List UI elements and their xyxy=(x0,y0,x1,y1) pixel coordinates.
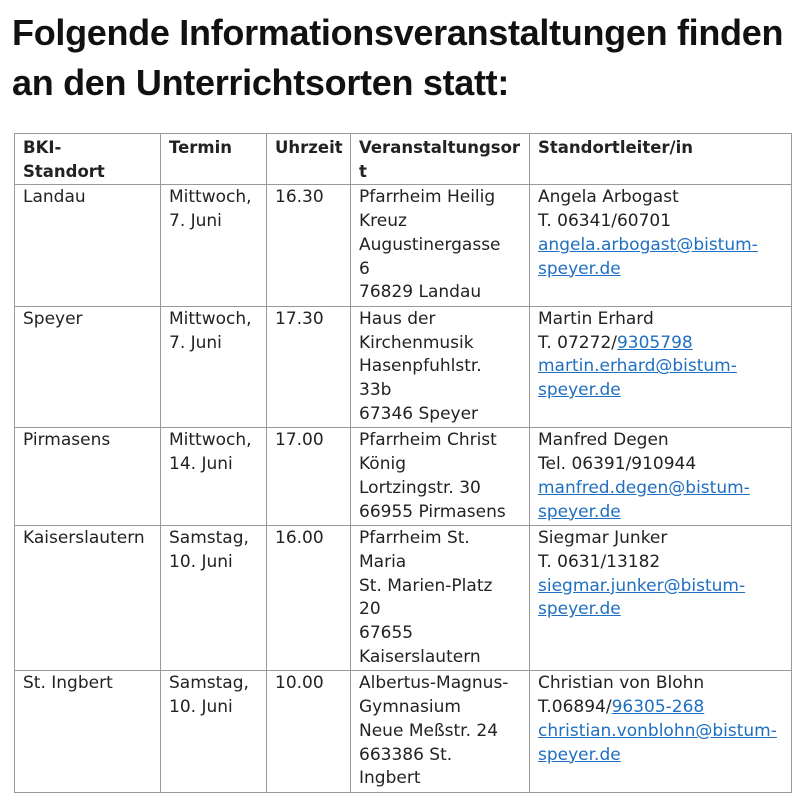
cell-line: Kaiserslautern xyxy=(359,646,481,667)
cell-veranstaltungsort xyxy=(351,185,530,307)
cell-line: 10. Juni xyxy=(169,697,233,718)
leiter-phone: Tel. 06391/910944 xyxy=(538,454,697,475)
cell-line: Lortzingstr. 30 xyxy=(359,477,481,498)
table-row xyxy=(15,185,792,307)
cell-line: 7. Juni xyxy=(169,211,222,232)
cell-termin xyxy=(161,428,267,526)
cell-line: 76829 Landau xyxy=(359,282,482,303)
cell-standort: Kaiserslautern xyxy=(15,526,161,671)
cell-line: 6 xyxy=(359,258,370,279)
cell-line: 33b xyxy=(359,380,392,401)
cell-veranstaltungsort xyxy=(351,671,530,793)
cell-uhrzeit: 16.00 xyxy=(267,526,351,671)
cell-line: Augustinergasse xyxy=(359,234,501,255)
cell-line: Neue Meßstr. 24 xyxy=(359,720,499,741)
leiter-name: Christian von Blohn xyxy=(538,673,705,694)
leiter-name: Siegmar Junker xyxy=(538,528,668,549)
page-heading: Folgende Informationsveranstaltungen finden an den Unterrichtsorten statt: xyxy=(12,12,784,103)
cell-veranstaltungsort xyxy=(351,428,530,526)
leiter-name: Angela Arbogast xyxy=(538,187,679,208)
cell-standortleiter xyxy=(530,306,792,428)
cell-uhrzeit: 10.00 xyxy=(267,671,351,793)
cell-line: Maria xyxy=(359,551,407,572)
cell-line: 67346 Speyer xyxy=(359,403,479,424)
table-row xyxy=(15,671,792,793)
cell-termin xyxy=(161,671,267,793)
email-link[interactable] xyxy=(538,720,787,767)
table-row xyxy=(15,306,792,428)
cell-standortleiter xyxy=(530,671,792,793)
cell-line: Kreuz xyxy=(359,211,407,232)
leiter-name: Martin Erhard xyxy=(538,308,654,329)
cell-line: Kirchenmusik xyxy=(359,332,474,353)
cell-termin xyxy=(161,306,267,428)
cell-line: 20 xyxy=(359,599,381,620)
email-link[interactable] xyxy=(538,477,787,524)
email-link[interactable] xyxy=(538,355,787,402)
header-veranstaltungsort: Veranstaltungsort xyxy=(351,134,530,185)
cell-line: König xyxy=(359,454,406,475)
cell-line: 67655 xyxy=(359,623,414,644)
cell-standort: Pirmasens xyxy=(15,428,161,526)
leiter-phone: T.06894/ xyxy=(538,697,612,718)
leiter-phone-line xyxy=(538,332,787,356)
cell-line: Mittwoch, xyxy=(169,187,252,208)
leiter-phone: T. 06341/60701 xyxy=(538,211,672,232)
cell-line: Ingbert xyxy=(359,768,421,789)
cell-line: 14. Juni xyxy=(169,454,233,475)
email-line[interactable]: speyer.de xyxy=(538,380,621,401)
header-standortleiter: Standortleiter/in xyxy=(530,134,792,185)
table-row xyxy=(15,526,792,671)
email-line[interactable]: angela.arbogast@bistum- xyxy=(538,234,758,255)
email-line[interactable]: speyer.de xyxy=(538,258,621,279)
cell-line: Samstag, xyxy=(169,673,249,694)
cell-standort: Landau xyxy=(15,185,161,307)
header-standort-line: BKI- xyxy=(23,138,62,157)
cell-standortleiter xyxy=(530,526,792,671)
cell-line: Pfarrheim Heilig xyxy=(359,187,496,208)
cell-line: 10. Juni xyxy=(169,551,233,572)
email-link[interactable] xyxy=(538,575,787,622)
leiter-phone: T. 0631/13182 xyxy=(538,551,661,572)
table-header-row xyxy=(15,134,792,185)
table-row xyxy=(15,428,792,526)
email-line[interactable]: martin.erhard@bistum- xyxy=(538,356,737,377)
cell-uhrzeit: 17.30 xyxy=(267,306,351,428)
cell-veranstaltungsort xyxy=(351,306,530,428)
cell-line: Gymnasium xyxy=(359,697,461,718)
leiter-phone-line xyxy=(538,453,787,477)
leiter-phone-line xyxy=(538,551,787,575)
header-termin: Termin xyxy=(161,134,267,185)
email-line[interactable]: speyer.de xyxy=(538,501,621,522)
email-line[interactable]: speyer.de xyxy=(538,744,621,765)
cell-line: Samstag, xyxy=(169,528,249,549)
email-link[interactable] xyxy=(538,234,787,281)
cell-uhrzeit: 16.30 xyxy=(267,185,351,307)
cell-line: Mittwoch, xyxy=(169,308,252,329)
leiter-phone-line xyxy=(538,210,787,234)
cell-uhrzeit: 17.00 xyxy=(267,428,351,526)
leiter-phone-line xyxy=(538,696,787,720)
cell-termin xyxy=(161,185,267,307)
email-line[interactable]: siegmar.junker@bistum- xyxy=(538,575,746,596)
email-line[interactable]: manfred.degen@bistum- xyxy=(538,477,750,498)
leiter-phone: T. 07272/ xyxy=(538,332,617,353)
cell-veranstaltungsort xyxy=(351,526,530,671)
email-line[interactable]: speyer.de xyxy=(538,599,621,620)
cell-termin xyxy=(161,526,267,671)
cell-standort: Speyer xyxy=(15,306,161,428)
cell-line: 66955 Pirmasens xyxy=(359,501,506,522)
cell-standort: St. Ingbert xyxy=(15,671,161,793)
cell-line: 663386 St. xyxy=(359,744,453,765)
cell-line: St. Marien-Platz xyxy=(359,575,493,596)
email-line[interactable]: christian.vonblohn@bistum- xyxy=(538,720,777,741)
cell-line: Pfarrheim St. xyxy=(359,528,470,549)
cell-line: Albertus-Magnus- xyxy=(359,673,509,694)
leiter-name: Manfred Degen xyxy=(538,430,669,451)
phone-link[interactable]: 96305-268 xyxy=(611,697,705,718)
header-uhrzeit: Uhrzeit xyxy=(267,134,351,185)
phone-link[interactable]: 9305798 xyxy=(616,332,693,353)
cell-line: Hasenpfuhlstr. xyxy=(359,356,482,377)
cell-line: Pfarrheim Christ xyxy=(359,430,497,451)
header-standort xyxy=(15,134,161,185)
header-standort-line: Standort xyxy=(23,161,105,181)
cell-standortleiter xyxy=(530,428,792,526)
cell-standortleiter xyxy=(530,185,792,307)
events-table xyxy=(14,133,792,793)
cell-line: Mittwoch, xyxy=(169,430,252,451)
cell-line: Haus der xyxy=(359,308,436,329)
cell-line: 7. Juni xyxy=(169,332,222,353)
